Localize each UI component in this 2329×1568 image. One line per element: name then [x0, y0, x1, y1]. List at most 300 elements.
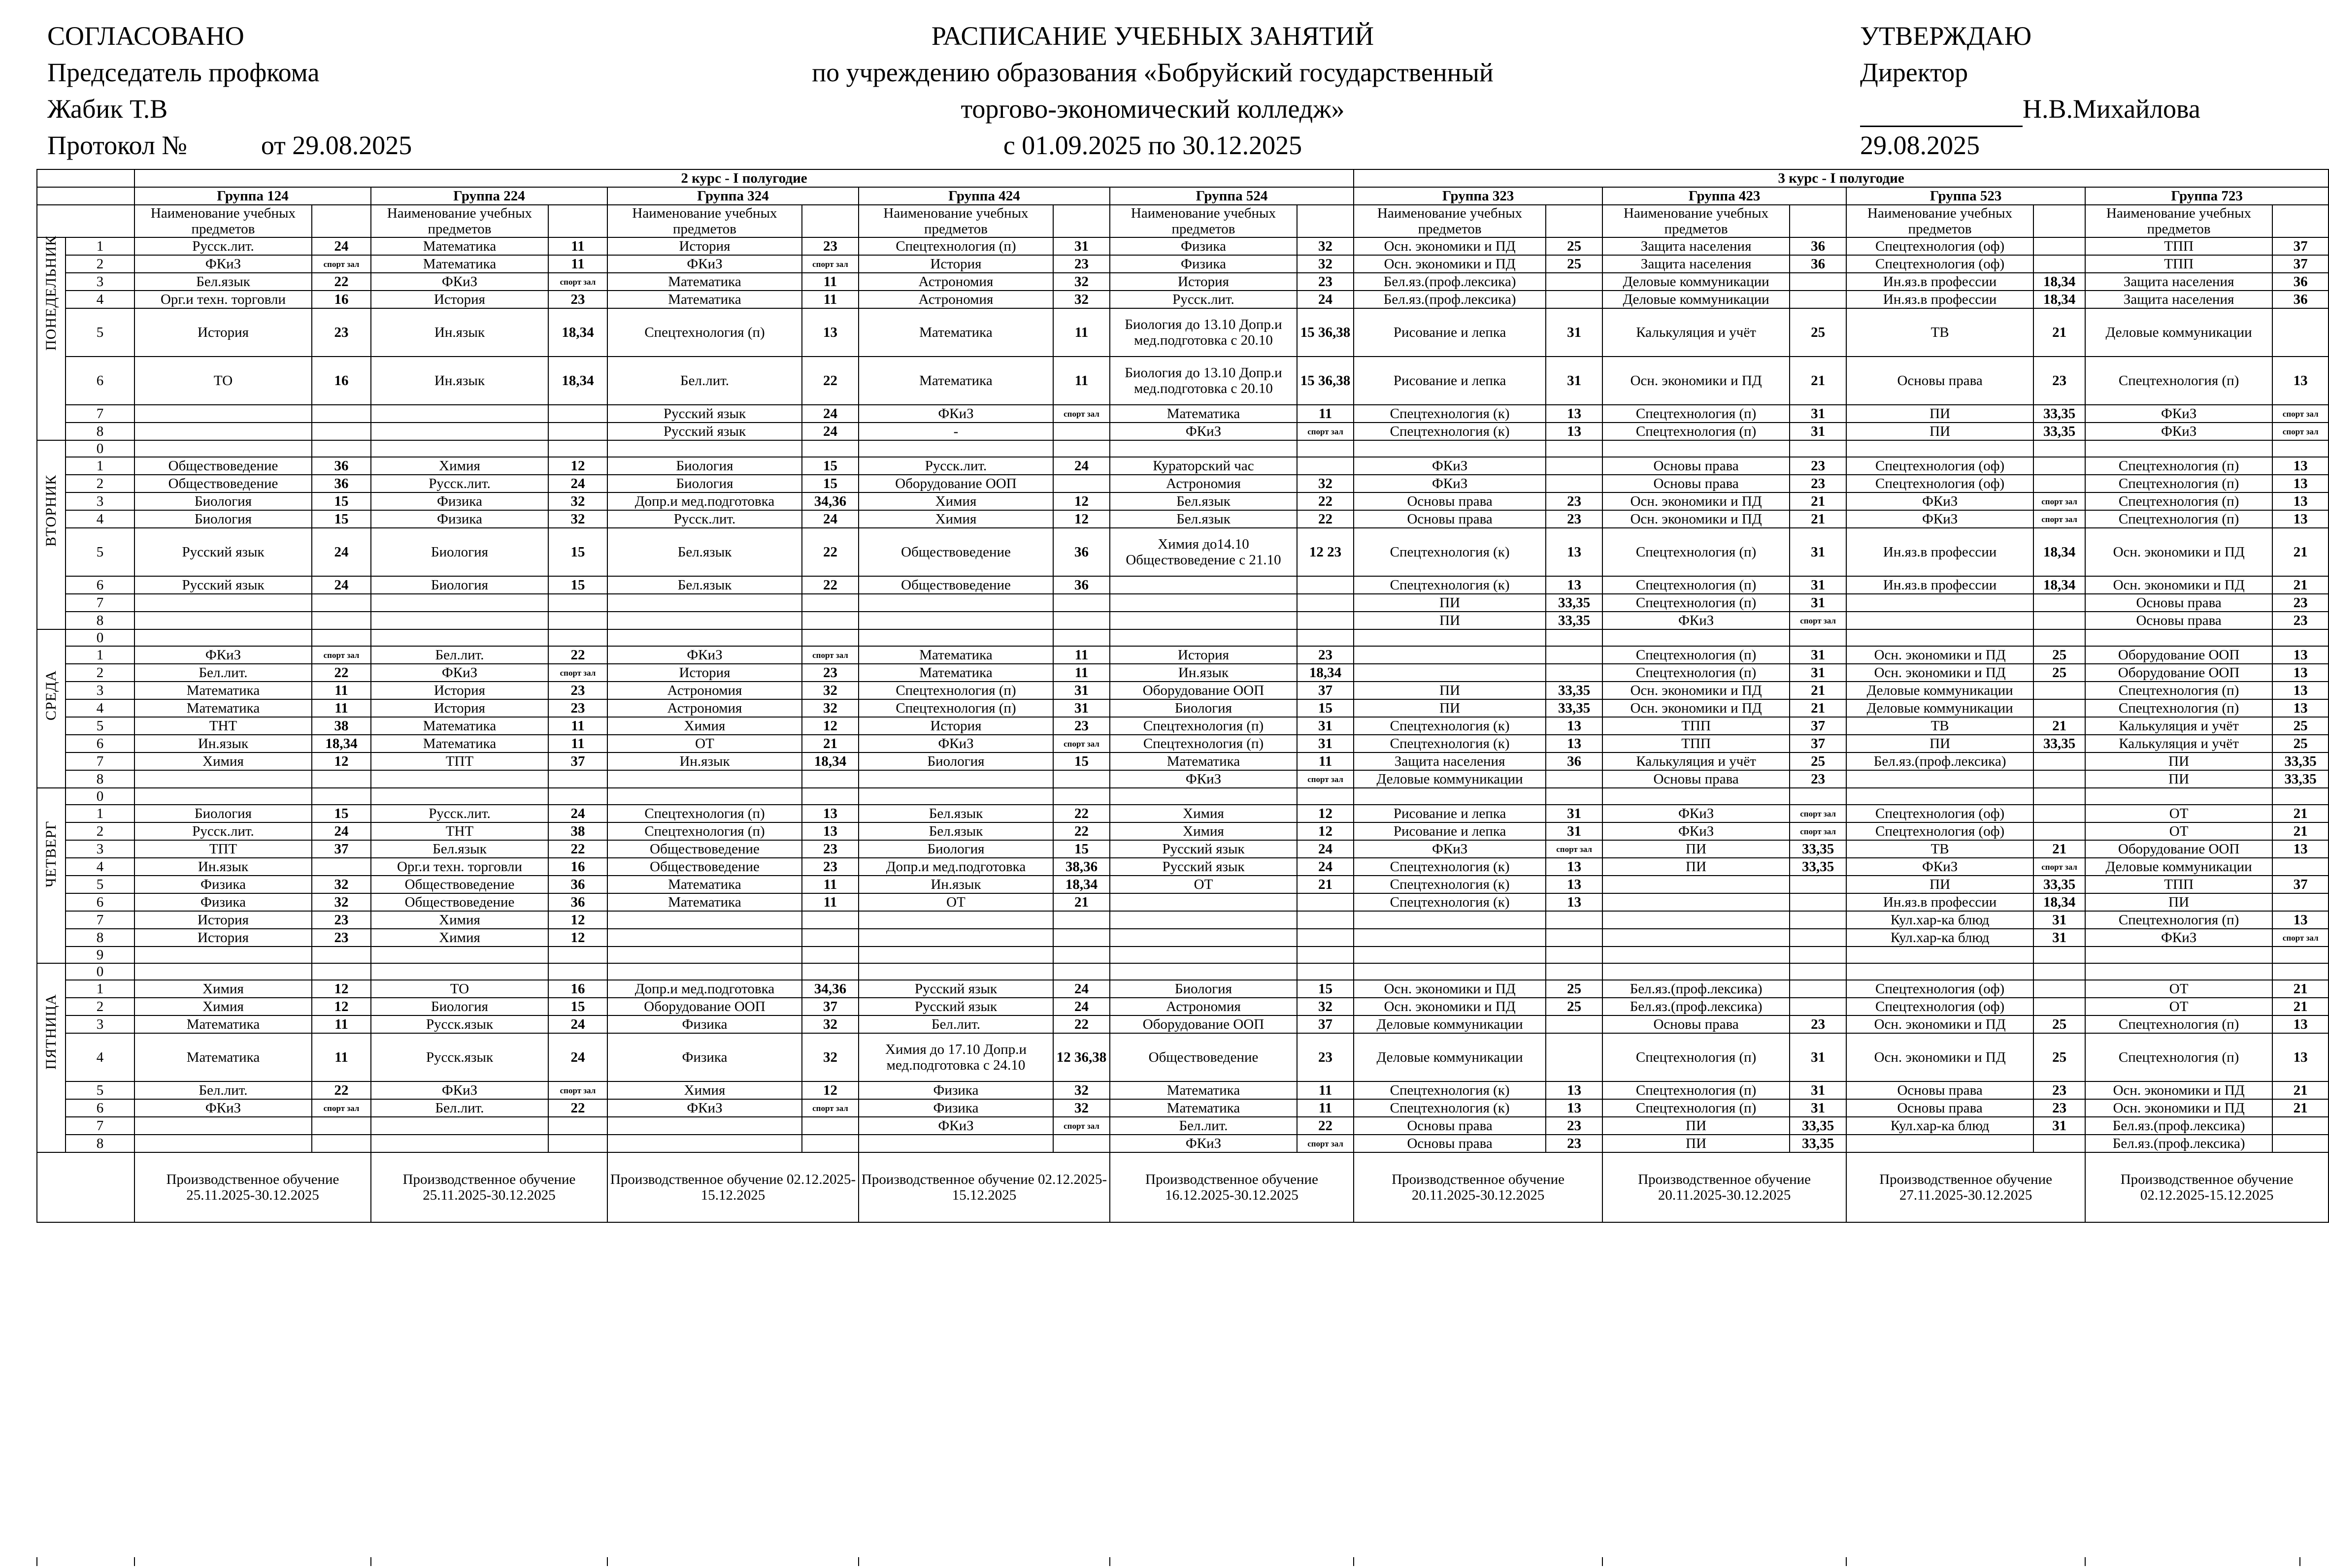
room-cell — [802, 788, 859, 805]
subject-cell: История — [1110, 273, 1297, 291]
room-cell — [2033, 440, 2085, 457]
room-cell — [1546, 770, 1602, 788]
lesson-number: 8 — [66, 612, 134, 629]
room-cell — [1790, 876, 1846, 893]
room-cell: 36 — [548, 893, 607, 911]
room-cell — [802, 440, 859, 457]
room-cell: 32 — [1297, 237, 1354, 255]
subject-cell — [1602, 876, 1790, 893]
table-row — [37, 273, 2329, 291]
subject-cell: Математика — [607, 291, 802, 308]
subject-cell — [2085, 947, 2272, 963]
room-cell: 23 — [312, 911, 371, 929]
lesson-number: 4 — [66, 1033, 134, 1081]
subject-cell — [134, 1135, 312, 1152]
room-cell: 37 — [548, 752, 607, 770]
day-name-cell — [37, 788, 66, 963]
room-cell — [2033, 629, 2085, 646]
union-chair-label: Председатель профкома — [47, 58, 320, 87]
room-cell — [802, 646, 859, 664]
subject-cell: Ин.яз.в профессии — [1846, 273, 2033, 291]
schedule-table-wrap — [36, 169, 2329, 1223]
subject-cell: Кул.хар-ка блюд — [1846, 1117, 2033, 1135]
room-cell — [1053, 788, 1110, 805]
room-cell: 13 — [1546, 576, 1602, 594]
subject-cell — [1110, 911, 1297, 929]
room-cell: 21 — [2272, 1099, 2329, 1117]
room-cell — [1546, 440, 1602, 457]
lesson-number: 4 — [66, 510, 134, 528]
room-cell: 12 — [1053, 510, 1110, 528]
room-label: спорт зал — [1307, 1139, 1343, 1148]
subject-cell: Русск.лит. — [134, 822, 312, 840]
room-cell: 18,34 — [802, 752, 859, 770]
subject-cell: Спецтехнология (п) — [2085, 510, 2272, 528]
subject-cell — [1602, 893, 1790, 911]
room-cell — [1790, 805, 1846, 822]
table-row — [37, 858, 2329, 876]
subject-cell: Основы права — [2085, 594, 2272, 612]
room-cell: 23 — [2033, 1099, 2085, 1117]
room-cell: 31 — [2033, 911, 2085, 929]
subject-cell — [607, 947, 802, 963]
subject-cell: ПИ — [1602, 1117, 1790, 1135]
subject-cell: Математика — [607, 876, 802, 893]
subject-cell: Химия — [134, 980, 312, 998]
subject-cell: Бел.язык — [607, 528, 802, 576]
subject-cell — [1846, 947, 2033, 963]
subject-cell — [1602, 911, 1790, 929]
course-2-header: 2 курс - I полугодие — [134, 169, 1354, 187]
subject-cell: Спецтехнология (к) — [1354, 858, 1546, 876]
room-cell: 13 — [2272, 1033, 2329, 1081]
subject-cell: ФКиЗ — [1110, 1135, 1297, 1152]
room-cell: 32 — [312, 893, 371, 911]
lesson-number: 2 — [66, 475, 134, 492]
room-cell: 22 — [548, 1099, 607, 1117]
subject-cell: Бел.яз.(проф.лексика) — [2085, 1135, 2272, 1152]
room-cell — [2033, 805, 2085, 822]
room-cell: 31 — [1790, 528, 1846, 576]
room-cell: 15 — [312, 492, 371, 510]
table-row — [37, 646, 2329, 664]
lesson-number: 8 — [66, 770, 134, 788]
room-label: спорт зал — [1064, 739, 1099, 749]
subject-cell: Осн. экономики и ПД — [1846, 646, 2033, 664]
subject-cell: ФКиЗ — [1354, 457, 1546, 475]
subject-cell: Физика — [134, 876, 312, 893]
room-cell: 23 — [312, 308, 371, 357]
room-cell: 32 — [548, 492, 607, 510]
approval-block-right — [1860, 18, 2200, 163]
subject-cell: История — [134, 911, 312, 929]
room-cell: 24 — [1053, 457, 1110, 475]
subject-cell — [607, 1135, 802, 1152]
room-cell — [312, 858, 371, 876]
subject-cell: Спецтехнология (к) — [1354, 423, 1546, 440]
room-cell: 31 — [1790, 405, 1846, 423]
room-cell — [312, 963, 371, 980]
table-row — [37, 475, 2329, 492]
room-cell: 37 — [1297, 1015, 1354, 1033]
subject-cell: Спецтехнология (к) — [1354, 405, 1546, 423]
subject-cell: Защита населения — [1602, 237, 1790, 255]
subject-cell: Ин.яз.в профессии — [1846, 576, 2033, 594]
lesson-number: 3 — [66, 840, 134, 858]
subject-cell: ФКиЗ — [134, 1099, 312, 1117]
room-cell — [1790, 273, 1846, 291]
room-cell: 33,35 — [2033, 735, 2085, 752]
room-label: спорт зал — [560, 277, 596, 287]
room-cell: 21 — [1790, 357, 1846, 405]
room-cell: 32 — [802, 682, 859, 699]
subject-cell: ФКиЗ — [1602, 822, 1790, 840]
room-cell: 23 — [2033, 1081, 2085, 1099]
subject-cell: Астрономия — [1110, 475, 1297, 492]
room-cell — [1297, 457, 1354, 475]
room-cell — [1790, 788, 1846, 805]
subject-cell: Осн. экономики и ПД — [2085, 576, 2272, 594]
subject-cell: ФКиЗ — [607, 255, 802, 273]
room-cell: 32 — [1053, 1081, 1110, 1099]
room-cell — [548, 1135, 607, 1152]
subject-cell: Математика — [371, 717, 548, 735]
director-name: Н.В.Михайлова — [2023, 94, 2200, 124]
subject-cell: Осн. экономики и ПД — [1602, 682, 1790, 699]
room-cell — [2033, 612, 2085, 629]
room-cell: 23 — [1546, 492, 1602, 510]
room-cell: 23 — [1297, 1033, 1354, 1081]
subject-cell: ОТ — [859, 893, 1053, 911]
subject-cell — [371, 770, 548, 788]
room-cell: 37 — [802, 998, 859, 1015]
room-cell: 13 — [2272, 699, 2329, 717]
room-label: спорт зал — [323, 259, 360, 269]
room-cell: 11 — [312, 699, 371, 717]
subject-cell: Бел.язык — [859, 805, 1053, 822]
subject-cell — [607, 612, 802, 629]
subject-cell: Астрономия — [607, 699, 802, 717]
room-cell — [802, 629, 859, 646]
subject-cell — [607, 629, 802, 646]
subject-cell: Калькуляция и учёт — [2085, 735, 2272, 752]
table-row — [37, 1117, 2329, 1135]
subject-cell: Химия — [607, 1081, 802, 1099]
room-cell — [548, 947, 607, 963]
subject-cell — [1110, 893, 1297, 911]
room-cell: 25 — [2033, 1033, 2085, 1081]
subject-cell: Русск.язык — [371, 1033, 548, 1081]
subject-cell: История — [859, 255, 1053, 273]
room-cell: 15 36,38 — [1297, 357, 1354, 405]
subject-cell: Бел.язык — [1110, 492, 1297, 510]
room-cell: 21 — [1053, 893, 1110, 911]
subject-cell — [134, 788, 312, 805]
room-cell — [1546, 1015, 1602, 1033]
table-row — [37, 699, 2329, 717]
lesson-number: 3 — [66, 1015, 134, 1033]
subject-cell: Обществоведение — [134, 457, 312, 475]
room-cell: 33,35 — [2272, 752, 2329, 770]
room-cell — [312, 255, 371, 273]
room-cell — [312, 646, 371, 664]
subject-cell: Биология — [607, 457, 802, 475]
room-cell — [1297, 788, 1354, 805]
subject-cell: ПИ — [1354, 612, 1546, 629]
subject-cell: Спецтехнология (п) — [859, 682, 1053, 699]
tick-mark — [2299, 1557, 2300, 1566]
room-cell: 21 — [1790, 699, 1846, 717]
subject-cell — [1110, 594, 1297, 612]
room-cell: 31 — [1053, 237, 1110, 255]
subject-cell: Биология — [1110, 699, 1297, 717]
room-cell: 11 — [312, 682, 371, 699]
room-cell: 25 — [1546, 998, 1602, 1015]
table-row — [37, 291, 2329, 308]
subject-cell: Спецтехнология (п) — [1602, 1099, 1790, 1117]
room-cell: 12 23 — [1297, 528, 1354, 576]
subject-cell — [607, 1117, 802, 1135]
room-cell: 23 — [802, 840, 859, 858]
room-cell: 15 — [1297, 980, 1354, 998]
subject-cell: Русский язык — [1110, 840, 1297, 858]
room-cell — [2272, 423, 2329, 440]
room-cell: 22 — [312, 1081, 371, 1099]
room-cell: 25 — [2033, 664, 2085, 682]
subject-cell — [371, 594, 548, 612]
room-cell — [1790, 929, 1846, 947]
room-cell: 13 — [1546, 735, 1602, 752]
room-cell: 24 — [1053, 980, 1110, 998]
subject-cell: Астрономия — [607, 682, 802, 699]
subject-cell: Спецтехнология (п) — [607, 805, 802, 822]
subject-cell: Бел.лит. — [134, 1081, 312, 1099]
room-cell — [1790, 822, 1846, 840]
room-cell — [2033, 1135, 2085, 1152]
room-cell: 13 — [1546, 893, 1602, 911]
room-cell: 22 — [1297, 1117, 1354, 1135]
room-cell — [312, 947, 371, 963]
room-cell — [802, 911, 859, 929]
room-cell: 12 — [802, 717, 859, 735]
subject-cell: ПИ — [1846, 405, 2033, 423]
room-cell: 12 — [548, 457, 607, 475]
tick-mark — [1109, 1557, 1110, 1566]
room-label: спорт зал — [2282, 933, 2319, 943]
subject-cell: Обществоведение — [607, 840, 802, 858]
subject-cell — [1110, 947, 1297, 963]
room-cell: 13 — [2272, 492, 2329, 510]
room-cell: 32 — [1297, 255, 1354, 273]
subject-cell: Астрономия — [1110, 998, 1297, 1015]
schedule-table — [36, 169, 2329, 1223]
subject-cell: Русск.лит. — [859, 457, 1053, 475]
table-row — [37, 594, 2329, 612]
subject-cell: ТВ — [1846, 717, 2033, 735]
room-cell — [1053, 612, 1110, 629]
subject-cell: ТПП — [1602, 735, 1790, 752]
room-cell: 12 — [312, 752, 371, 770]
room-cell: 12 — [1053, 492, 1110, 510]
room-cell: 36 — [312, 457, 371, 475]
subject-cell — [1110, 629, 1297, 646]
subject-cell — [134, 1117, 312, 1135]
room-cell — [2272, 405, 2329, 423]
subject-cell — [607, 911, 802, 929]
room-cell: 37 — [1790, 717, 1846, 735]
subject-cell — [607, 770, 802, 788]
room-cell: 16 — [312, 357, 371, 405]
room-cell — [2272, 893, 2329, 911]
table-row — [37, 664, 2329, 682]
table-row — [37, 929, 2329, 947]
group-header: Группа 524 — [1110, 187, 1354, 205]
room-cell: 15 — [1297, 699, 1354, 717]
room-cell: 32 — [312, 876, 371, 893]
subject-cell — [1846, 612, 2033, 629]
subject-cell — [1354, 929, 1546, 947]
room-cell — [1546, 629, 1602, 646]
subject-cell: Осн. экономики и ПД — [1846, 1015, 2033, 1033]
room-cell — [548, 770, 607, 788]
subject-cell: ФКиЗ — [607, 646, 802, 664]
room-cell: 32 — [802, 699, 859, 717]
lesson-number: 5 — [66, 528, 134, 576]
room-cell: 38 — [312, 717, 371, 735]
subject-cell: ФКиЗ — [1110, 770, 1297, 788]
room-cell: 24 — [802, 510, 859, 528]
lesson-number: 5 — [66, 1081, 134, 1099]
subject-cell: Математика — [1110, 1081, 1297, 1099]
room-cell: 21 — [2272, 998, 2329, 1015]
subject-cell: Математика — [607, 893, 802, 911]
room-cell — [1053, 629, 1110, 646]
room-cell — [802, 1117, 859, 1135]
subject-cell: История — [607, 237, 802, 255]
room-cell — [1297, 440, 1354, 457]
room-label: спорт зал — [2282, 426, 2319, 436]
room-cell: 13 — [2272, 646, 2329, 664]
room-cell — [2033, 822, 2085, 840]
subject-cell: Обществоведение — [607, 858, 802, 876]
room-column-header — [1546, 205, 1602, 237]
subject-cell: Защита населения — [2085, 291, 2272, 308]
lesson-number: 6 — [66, 893, 134, 911]
room-cell: 31 — [1053, 682, 1110, 699]
subject-cell: Физика — [607, 1033, 802, 1081]
subject-cell: Бел.язык — [607, 576, 802, 594]
lesson-number: 5 — [66, 308, 134, 357]
subject-cell: Ин.язык — [859, 876, 1053, 893]
room-cell — [548, 629, 607, 646]
room-cell: 22 — [1053, 805, 1110, 822]
room-cell: 12 36,38 — [1053, 1033, 1110, 1081]
subject-cell: ФКиЗ — [2085, 929, 2272, 947]
room-cell — [2033, 457, 2085, 475]
subject-cell: Обществоведение — [371, 893, 548, 911]
room-cell: 18,34 — [2033, 576, 2085, 594]
subject-cell: Физика — [371, 510, 548, 528]
subject-cell: Спецтехнология (оф) — [1846, 998, 2033, 1015]
room-cell — [312, 440, 371, 457]
subject-cell: Ин.яз.в профессии — [1846, 528, 2033, 576]
room-cell: 33,35 — [1790, 858, 1846, 876]
room-label: спорт зал — [1307, 426, 1343, 436]
room-cell — [312, 788, 371, 805]
room-cell — [1053, 929, 1110, 947]
room-cell: 23 — [1790, 457, 1846, 475]
room-label: спорт зал — [812, 1103, 848, 1113]
subject-cell — [134, 770, 312, 788]
room-cell — [1053, 911, 1110, 929]
subject-cell: Спецтехнология (п) — [1602, 1033, 1790, 1081]
table-row — [37, 308, 2329, 357]
room-cell — [548, 963, 607, 980]
subject-cell: ФКиЗ — [1354, 475, 1546, 492]
room-cell — [1790, 911, 1846, 929]
table-row — [37, 1099, 2329, 1117]
room-column-header — [1053, 205, 1110, 237]
room-cell — [1546, 291, 1602, 308]
room-cell: 24 — [1297, 291, 1354, 308]
subject-cell: Математика — [859, 664, 1053, 682]
room-cell: 22 — [1053, 822, 1110, 840]
subject-cell — [371, 405, 548, 423]
subject-cell: Бел.лит. — [371, 646, 548, 664]
subject-cell: ФКиЗ — [859, 735, 1053, 752]
director-label: Директор — [1860, 58, 1968, 87]
subject-cell: Русск.лит. — [371, 475, 548, 492]
subject-cell: Русский язык — [134, 576, 312, 594]
subject-cell: Спецтехнология (п) — [1602, 594, 1790, 612]
subject-cell — [2085, 963, 2272, 980]
room-cell: 33,35 — [1546, 682, 1602, 699]
subject-cell — [1846, 440, 2033, 457]
room-cell — [1297, 576, 1354, 594]
lesson-number: 1 — [66, 980, 134, 998]
room-cell: 11 — [548, 237, 607, 255]
subject-cell: Спецтехнология (к) — [1354, 735, 1546, 752]
lesson-number: 7 — [66, 1117, 134, 1135]
subject-cell: Ин.язык — [134, 735, 312, 752]
room-cell: 12 — [312, 980, 371, 998]
room-cell — [2033, 770, 2085, 788]
room-cell — [2033, 237, 2085, 255]
table-row — [37, 717, 2329, 735]
subject-cell — [371, 788, 548, 805]
room-cell: 23 — [1546, 510, 1602, 528]
subject-cell: Обществоведение — [371, 876, 548, 893]
subject-cell: Спецтехнология (п) — [2085, 699, 2272, 717]
subject-cell: ФКиЗ — [134, 255, 312, 273]
room-cell — [2272, 929, 2329, 947]
subject-cell — [134, 963, 312, 980]
room-cell: 34,36 — [802, 980, 859, 998]
room-cell — [2033, 858, 2085, 876]
room-cell — [1790, 947, 1846, 963]
room-column-header — [802, 205, 859, 237]
subject-cell — [1110, 788, 1297, 805]
subject-cell: ОТ — [2085, 822, 2272, 840]
subject-cell: Осн. экономики и ПД — [1354, 998, 1546, 1015]
room-cell — [548, 594, 607, 612]
table-row — [37, 1015, 2329, 1033]
room-cell: 24 — [312, 822, 371, 840]
room-cell: 23 — [2033, 357, 2085, 405]
room-cell — [1790, 612, 1846, 629]
room-cell — [1053, 1135, 1110, 1152]
room-column-header — [2033, 205, 2085, 237]
